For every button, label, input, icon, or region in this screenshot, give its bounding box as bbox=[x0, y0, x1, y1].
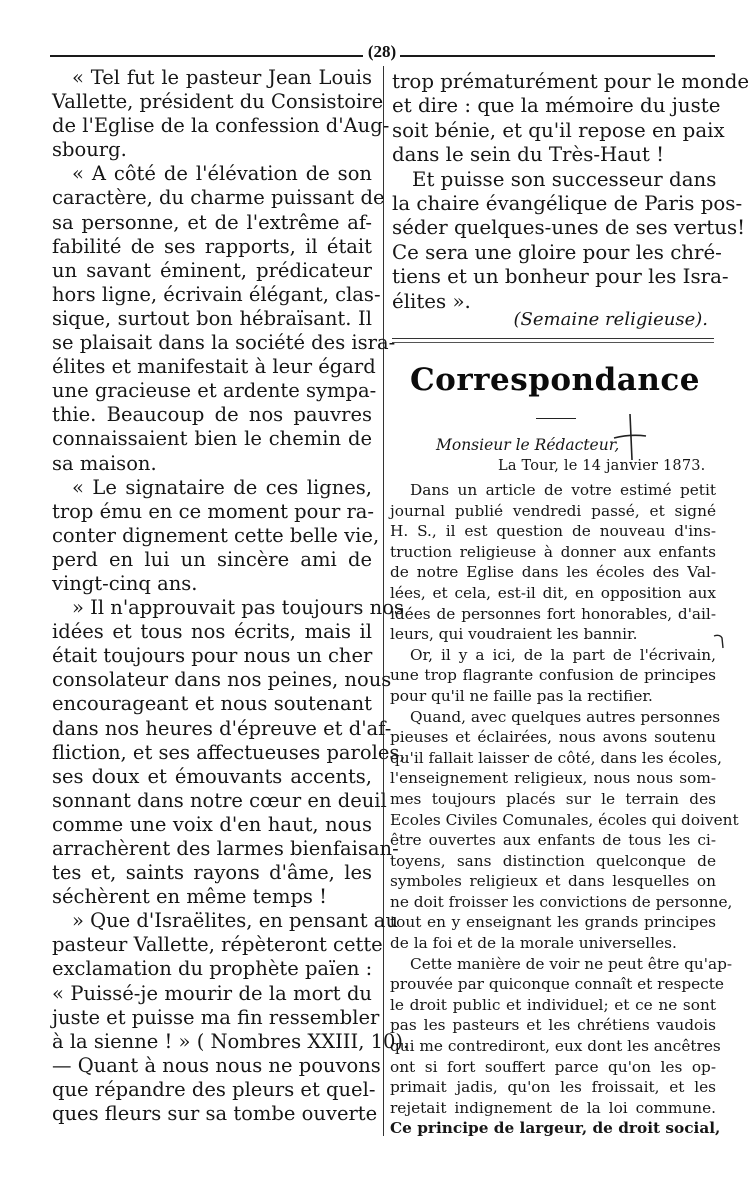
section-heading: Correspondance bbox=[410, 362, 700, 398]
text-line: Quand, avec quelques autres personnes bbox=[410, 707, 721, 726]
text-line: » Il n'approuvait pas toujours nos bbox=[72, 596, 404, 620]
header-rule-left bbox=[50, 55, 363, 57]
text-line: de l'Eglise de la confession d'Aug- bbox=[52, 114, 390, 138]
text-line: soit bénie, et qu'il repose en paix bbox=[392, 118, 725, 142]
text-line: qui me contrediront, eux dont les ancêtres bbox=[390, 1037, 721, 1056]
text-line: de notre Eglise dans les écoles des Val- bbox=[390, 563, 716, 582]
text-line: se plaisait dans la société des isra- bbox=[52, 331, 396, 355]
text-line: exclamation du prophète païen : bbox=[52, 957, 373, 981]
text-line: thie. Beaucoup de nos pauvres bbox=[52, 403, 372, 427]
text-line: — Quant à nous nous ne pouvons bbox=[52, 1053, 381, 1077]
text-line: Ce principe de largeur, de droit social, bbox=[390, 1119, 721, 1138]
text-line: truction religieuse à donner aux enfants bbox=[390, 542, 716, 561]
text-line: tiens et un bonheur pour les Isra- bbox=[392, 265, 729, 289]
text-line: encourageant et nous soutenant bbox=[52, 692, 372, 716]
text-line: ne doit froisser les convictions de personne, bbox=[390, 892, 733, 911]
text-line: leurs, qui voudraient les bannir. bbox=[390, 625, 638, 644]
text-line: primait jadis, qu'on les froissait, et les bbox=[390, 1078, 716, 1097]
text-line: toyens, sans distinction quelconque de bbox=[390, 851, 716, 870]
text-line: tes et, saints rayons d'âme, les bbox=[52, 861, 372, 885]
margin-mark bbox=[712, 632, 726, 650]
salutation: Monsieur le Rédacteur, bbox=[436, 436, 620, 454]
handwritten-cross-mark bbox=[612, 412, 648, 462]
text-line: prouvée par quiconque connaît et respecte bbox=[390, 975, 724, 994]
text-line: connaissaient bien le chemin de bbox=[52, 427, 372, 451]
text-line: élites ». bbox=[392, 289, 471, 313]
text-line: vingt-cinq ans. bbox=[52, 571, 198, 595]
text-line: Cette manière de voir ne peut être qu'ap- bbox=[410, 954, 733, 973]
text-line: sbourg. bbox=[52, 138, 127, 162]
text-line: trop prématurément pour le monde bbox=[392, 70, 750, 93]
text-line: arrachèrent des larmes bienfaisan- bbox=[52, 837, 399, 860]
text-line: journal publié vendredi passé, et signé bbox=[390, 501, 716, 520]
text-line: idées et tous nos écrits, mais il bbox=[52, 620, 372, 644]
text-line: pour qu'il ne faille pas la rectifier. bbox=[390, 686, 653, 705]
left-column bbox=[52, 66, 410, 1126]
heading-dash bbox=[536, 418, 576, 419]
text-line: Dans un article de votre estimé petit bbox=[410, 481, 716, 499]
source-citation: (Semaine religieuse). bbox=[513, 309, 708, 330]
text-line: comme une voix d'en haut, nous bbox=[52, 812, 372, 836]
text-line: être ouvertes aux enfants de tous les ci- bbox=[390, 831, 716, 850]
text-line: « Tel fut le pasteur Jean Louis bbox=[72, 66, 372, 89]
text-line: pas les pasteurs et les chrétiens vaudois bbox=[390, 1016, 716, 1035]
text-line: conter dignement cette belle vie, bbox=[52, 523, 380, 547]
section-separator-thin bbox=[392, 342, 714, 343]
text-line: ont si fort souffert parce qu'on les op- bbox=[390, 1057, 716, 1076]
text-line: était toujours pour nous un cher bbox=[52, 644, 373, 668]
text-line: caractère, du charme puissant de bbox=[52, 186, 385, 210]
text-line: hors ligne, écrivain élégant, clas- bbox=[52, 282, 381, 306]
text-line: dans nos heures d'épreuve et d'af- bbox=[52, 716, 392, 740]
text-line: séder quelques-unes de ses vertus! bbox=[392, 216, 746, 240]
text-line: Vallette, président du Consistoire bbox=[52, 90, 384, 114]
text-line: juste et puisse ma fin ressembler bbox=[52, 1005, 380, 1029]
text-line: symboles religieux et dans lesquelles on bbox=[390, 872, 716, 891]
text-line: H. S., il est question de nouveau d'ins- bbox=[390, 522, 716, 541]
text-line: ques fleurs sur sa tombe ouverte bbox=[52, 1102, 378, 1126]
text-line: pieuses et éclairées, nous avons soutenu bbox=[390, 728, 716, 747]
text-line: consolateur dans nos peines, nous bbox=[52, 668, 392, 692]
right-column-top bbox=[392, 70, 750, 314]
text-line: la chaire évangélique de Paris pos- bbox=[392, 191, 743, 215]
header-rule-right bbox=[400, 55, 715, 57]
text-line: à la sienne ! » ( Nombres XXIII, 10). bbox=[52, 1029, 410, 1053]
text-line: séchèrent en même temps ! bbox=[52, 885, 327, 909]
section-separator bbox=[392, 338, 714, 339]
text-line: de la foi et de la morale universelles. bbox=[390, 934, 677, 953]
text-line: lées, et cela, est-il dit, en opposition aux bbox=[390, 583, 716, 602]
page-number: (28) bbox=[367, 42, 397, 61]
text-line: dans le sein du Très-Haut ! bbox=[392, 143, 665, 167]
text-line: idées de personnes fort honorables, d'ail- bbox=[390, 604, 716, 623]
text-line: élites et manifestait à leur égard bbox=[52, 355, 376, 379]
text-line: Ce sera une gloire pour les chré- bbox=[392, 240, 722, 264]
text-line: sa personne, et de l'extrême af- bbox=[52, 210, 372, 234]
text-line: pasteur Vallette, répèteront cette bbox=[52, 933, 383, 957]
text-line: Or, il y a ici, de la part de l'écrivain, bbox=[410, 645, 716, 664]
text-line: sique, surtout bon hébraïsant. Il bbox=[52, 306, 372, 330]
dateline: La Tour, le 14 janvier 1873. bbox=[498, 458, 706, 474]
text-line: « Puissé-je mourir de la mort du bbox=[52, 981, 372, 1005]
text-line: « Le signataire de ces lignes, bbox=[72, 475, 372, 499]
text-line: une gracieuse et ardente sympa- bbox=[52, 379, 377, 403]
text-line: » Que d'Israëlites, en pensant au bbox=[72, 909, 398, 933]
text-line: fabilité de ses rapports, il était bbox=[52, 234, 372, 258]
text-line: « A côté de l'élévation de son bbox=[72, 162, 372, 186]
text-line: que répandre des pleurs et quel- bbox=[52, 1077, 376, 1101]
right-column-letter bbox=[390, 480, 739, 1139]
text-line: et dire : que la mémoire du juste bbox=[392, 94, 721, 118]
text-line: perd en lui un sincère ami de bbox=[52, 547, 372, 571]
text-line: tout en y enseignant les grands principes bbox=[390, 913, 716, 932]
text-line: rejetait indignement de la loi commune. bbox=[390, 1098, 716, 1117]
text-line: qu'il fallait laisser de côté, dans les écoles, bbox=[390, 748, 722, 767]
text-line: sa maison. bbox=[52, 451, 157, 475]
text-line: le droit public et individuel; et ce ne sont bbox=[390, 995, 716, 1014]
text-line: trop ému en ce moment pour ra- bbox=[52, 499, 375, 523]
text-line: l'enseignement religieux, nous nous som- bbox=[390, 769, 716, 788]
text-line: une trop flagrante confusion de principes bbox=[390, 666, 716, 685]
text-line: mes toujours placés sur le terrain des bbox=[390, 789, 716, 808]
text-line: Et puisse son successeur dans bbox=[412, 167, 717, 191]
text-line: sonnant dans notre cœur en deuil bbox=[52, 788, 387, 812]
text-line: un savant éminent, prédicateur bbox=[52, 258, 372, 282]
text-line: fliction, et ses affectueuses paroles, bbox=[52, 740, 406, 764]
text-line: ses doux et émouvants accents, bbox=[52, 764, 372, 788]
text-line: Ecoles Civiles Comunales, écoles qui doivent bbox=[390, 810, 739, 829]
